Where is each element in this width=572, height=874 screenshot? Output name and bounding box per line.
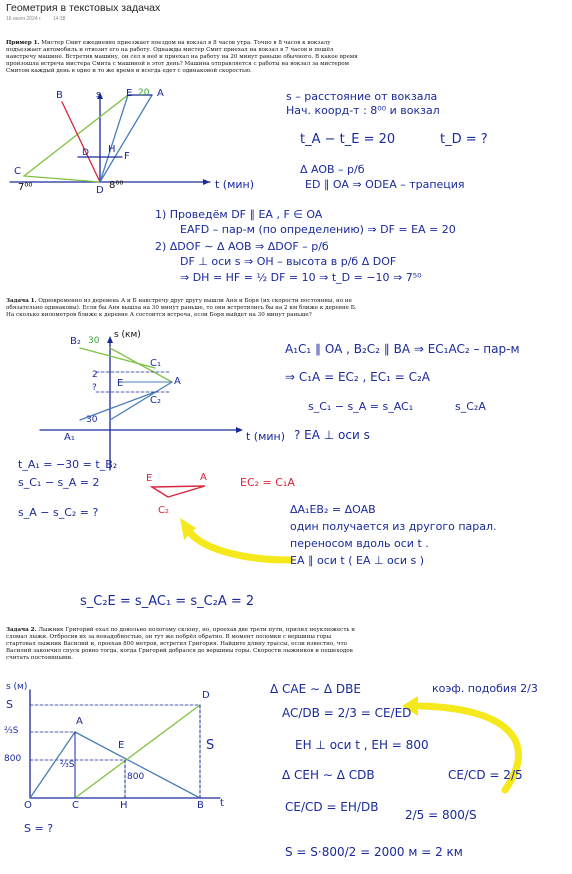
problem-1-body: Мистер Смит ежедневно приезжает поездом на вокзал в 8 часов утра. Точно в 8 часов к вокзалу подъезжает автомобиль и отвозит его на работу. Однажды мистер Смит приехал на вокзал в 7 часов и пошёл навстречу машине. Встретив машину, он сел в неё и приехал на работу на 20 минут раньше обычного. В какое время произошла встреча мистера Смита с машиной в этот день? Машина отправляется с работы на вокзал за мистером Смитом каждый день в одно и то же время и всегда едет с одинаковой скоростью. bbox=[6, 40, 358, 74]
fig2-red-triangle bbox=[152, 486, 205, 497]
note3-line-6: CE/CD = EH/DB bbox=[285, 800, 379, 814]
problem-2-label: Задача 1. bbox=[6, 298, 37, 304]
note2-line-0: A₁C₁ ∥ OA , B₂C₂ ∥ BA ⇒ EC₁AC₂ – пар-м bbox=[285, 342, 520, 356]
note1-line-0: s – расстояние от вокзала bbox=[286, 90, 438, 103]
note1-line-5: ED ∥ OA ⇒ ODEA – трапеция bbox=[305, 178, 465, 191]
fig3-label-800-axis: 800 bbox=[4, 754, 22, 764]
fig3-label-t: t bbox=[220, 798, 224, 809]
fig2-red-A: A bbox=[200, 472, 207, 483]
fig1-label-8-00: 8⁰⁰ bbox=[109, 180, 124, 191]
figure-2-diagram bbox=[40, 336, 243, 497]
fig1-label-D: D bbox=[96, 185, 104, 196]
note2-line-2: s_C₁ − s_A = s_AC₁ bbox=[308, 400, 414, 413]
fig3-label-C: C bbox=[72, 800, 79, 811]
fig3-line-CD bbox=[75, 705, 200, 798]
note1-line-3: t_D = ? bbox=[440, 132, 488, 147]
fig1-label-A: A bbox=[157, 88, 164, 99]
note2-line-11: переносом вдоль оси t . bbox=[290, 537, 429, 550]
note2-line-3: s_C₂A bbox=[455, 400, 486, 413]
note1-line-1: Нач. коорд-т : 8⁰⁰ и вокзал bbox=[286, 104, 440, 117]
fig3-label-A: A bbox=[76, 716, 83, 727]
note1-line-9: DF ⊥ оси s ⇒ OH – высота в р/б Δ DOF bbox=[180, 255, 397, 268]
note2-line-5: t_A₁ = −30 = t_B₂ bbox=[18, 458, 118, 471]
note2-line-7: s_A − s_C₂ = ? bbox=[18, 506, 99, 519]
fig3-label-S-question: S = ? bbox=[24, 822, 54, 835]
fig3-label-800-seg: 800 bbox=[127, 772, 145, 782]
fig2-line-B2C1 bbox=[80, 348, 155, 368]
note3-line-1: коэф. подобия 2/3 bbox=[432, 682, 538, 695]
fig2-label-q: ? bbox=[92, 383, 97, 393]
fig2-label-C1: C₁ bbox=[150, 358, 161, 369]
fig2-red-C2: C₂ bbox=[158, 505, 169, 516]
yellow-arrow-1 bbox=[188, 530, 290, 560]
problem-3-body: Лыжник Григорий ехал по довольно пологому склону, но, проехав две трети пути, прилил неуклюжесть и сломал лыжи. Отбросив их за ненадобностью, он тут же побрёл обратно. В момент поломки с вершины горы стартовал лыжник Василий и, проехав 800 метров, встретил Григория. Найдите длину трассы, если известно, что Василий закончил спуск ровно тогда, когда Григорий добрался до вершины горы. Скорости лыжников и пешеходов считать постоянными. bbox=[6, 627, 355, 661]
note2-line-9: ΔA₁EB₂ = ΔOAB bbox=[290, 503, 376, 516]
fig2-line-BA bbox=[110, 348, 172, 382]
fig2-label-30-top: 30 bbox=[88, 336, 100, 346]
fig3-label-2-3S-axis: ⅔S bbox=[4, 726, 19, 736]
fig1-label-s: s bbox=[96, 90, 101, 100]
fig1-label-C: C bbox=[14, 166, 21, 177]
fig2-label-A: A bbox=[174, 376, 181, 387]
fig2-label-C2: C₂ bbox=[150, 395, 161, 406]
fig3-label-B: B bbox=[197, 800, 204, 811]
fig2-red-E: E bbox=[146, 473, 153, 484]
note2-line-8: EC₂ = C₁A bbox=[240, 476, 295, 489]
fig3-label-s-m: s (м) bbox=[6, 682, 28, 692]
note2-line-12: EA ∥ оси t ( EA ⊥ оси s ) bbox=[290, 554, 424, 567]
figure-1-diagram bbox=[10, 92, 210, 185]
note1-line-4: Δ AOB – р/б bbox=[300, 163, 365, 176]
fig1-label-20: 20 bbox=[138, 88, 150, 98]
fig1-label-F: F bbox=[124, 151, 130, 162]
fig2-label-t: t (мин) bbox=[246, 430, 286, 443]
fig2-label-2: 2 bbox=[92, 370, 98, 380]
note3-line-3: EH ⊥ оси t , EH = 800 bbox=[295, 738, 429, 752]
note3-line-8: S = S·800/2 = 2000 м = 2 км bbox=[285, 845, 463, 859]
fig2-t-arrow bbox=[236, 427, 243, 433]
note3-line-7: 2/5 = 800/S bbox=[405, 808, 477, 822]
fig1-label-H: H bbox=[108, 144, 116, 155]
problem-1-label: Пример 1. bbox=[6, 40, 40, 46]
fig2-label-B2: B₂ bbox=[70, 336, 81, 347]
fig2-s-arrow bbox=[107, 336, 113, 343]
fig3-label-E: E bbox=[118, 740, 125, 751]
page-time: 14:38 bbox=[52, 16, 66, 22]
note2-line-10: один получается из другого парал. bbox=[290, 520, 497, 533]
note3-line-0: Δ CAE ∼ Δ DBE bbox=[270, 682, 361, 696]
fig3-label-H: H bbox=[120, 800, 128, 811]
fig1-line-CE bbox=[24, 95, 128, 176]
fig1-line-DA bbox=[100, 95, 152, 182]
page-title: Геометрия в текстовых задачах bbox=[6, 2, 161, 14]
fig1-label-B: B bbox=[56, 90, 63, 101]
problem-2-body: Одновременно из деревень А и Б навстречу друг другу вышли Аня и Боря (их скорости постоянны, но не обязательно одинаковы). Если бы Аня вышла на 30 минут раньше, то они встретились бы на 2 км ближе к деревне Б. На сколько километров ближе к деревне А состоится встреча, если Боря выйдет на 30 минут раньше? bbox=[6, 298, 357, 318]
problem-3-label: Задача 2. bbox=[6, 627, 37, 633]
fig3-label-S-seg: S bbox=[206, 738, 215, 753]
page-date: 16 июля 2024 г. bbox=[6, 16, 42, 22]
fig1-line-CD bbox=[24, 176, 100, 182]
fig2-label-A1: A₁ bbox=[64, 432, 75, 443]
fig1-label-D-top: D bbox=[82, 148, 89, 158]
note1-line-2: t_A − t_E = 20 bbox=[300, 132, 396, 147]
note2-line-4: ? EA ⊥ оси s bbox=[294, 428, 370, 442]
fig1-t-arrow bbox=[203, 179, 210, 185]
figure-3-diagram bbox=[30, 690, 220, 798]
note3-line-5: CE/CD = 2/5 bbox=[448, 768, 523, 782]
fig3-label-2-3S-seg: ⅔S bbox=[60, 760, 75, 770]
fig1-label-t: t (мин) bbox=[215, 178, 255, 191]
note1-line-8: 2) ΔDOF ∼ Δ AOB ⇒ ΔDOF – р/б bbox=[155, 240, 329, 253]
note1-line-10: ⇒ DH = HF = ½ DF = 10 ⇒ t_D = −10 ⇒ 7⁵⁰ bbox=[180, 271, 422, 284]
fig3-line-AB bbox=[75, 732, 200, 798]
fig1-label-E: E bbox=[126, 88, 133, 99]
fig3-label-O: O bbox=[24, 800, 32, 811]
note2-line-1: ⇒ C₁A = EC₂ , EC₁ = C₂A bbox=[285, 370, 431, 384]
fig1-line-DE bbox=[100, 95, 128, 182]
fig3-label-S-axis: S bbox=[6, 698, 13, 711]
fig1-label-7-00: 7⁰⁰ bbox=[18, 182, 33, 193]
fig2-label-s-km: s (км) bbox=[114, 330, 141, 340]
note1-line-7: EAFD – пар-м (по определению) ⇒ DF = EA = 20 bbox=[180, 223, 456, 236]
note1-line-6: 1) Проведём DF ∥ EA , F ∈ OA bbox=[155, 208, 323, 221]
note3-line-2: AC/DB = 2/3 = CE/ED bbox=[282, 706, 412, 720]
fig2-label-30-bottom: 30 bbox=[86, 415, 98, 425]
fig2-label-E: E bbox=[117, 378, 124, 389]
note2-line-6: s_C₁ − s_A = 2 bbox=[18, 476, 100, 489]
note3-line-4: Δ CEH ∼ Δ CDB bbox=[282, 768, 375, 782]
fig3-label-D: D bbox=[202, 690, 210, 701]
note2-line-13: s_C₂E = s_AC₁ = s_C₂A = 2 bbox=[80, 594, 255, 609]
